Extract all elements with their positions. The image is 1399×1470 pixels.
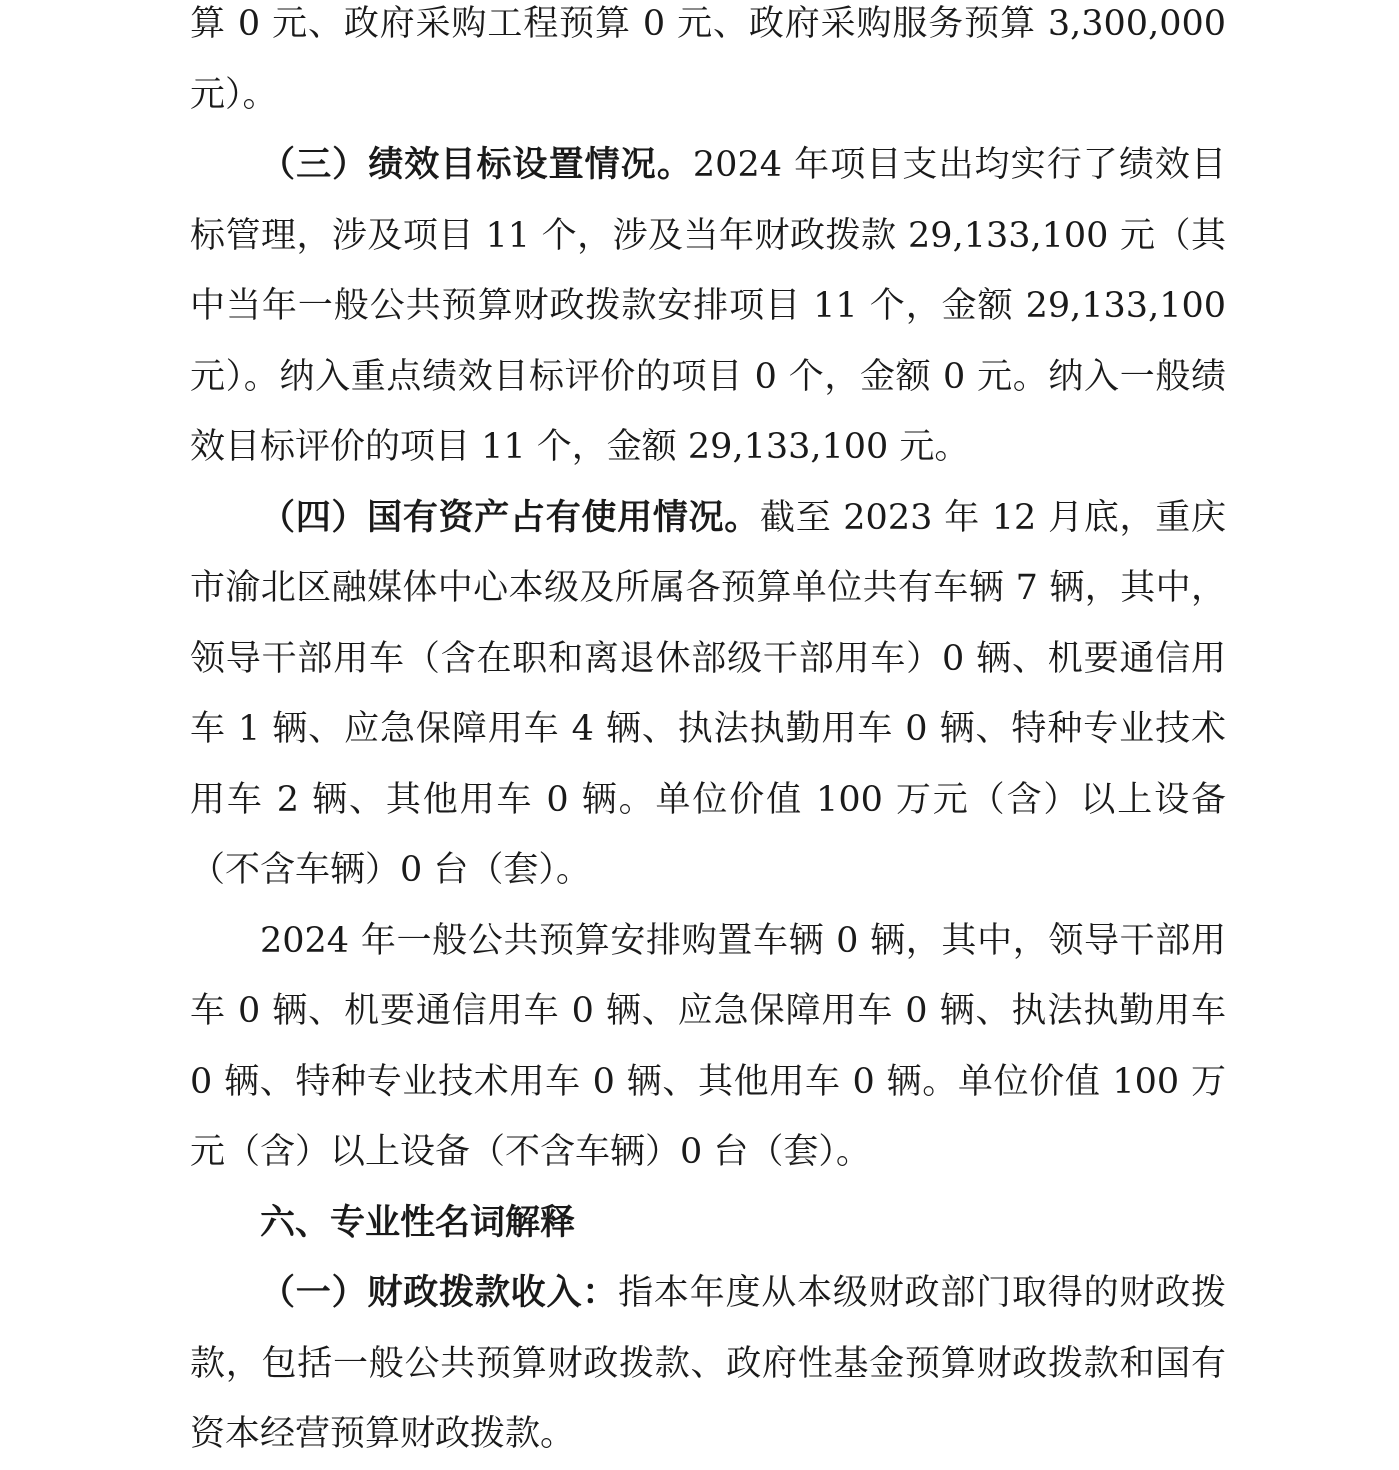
paragraph-procurement-tail: 算 0 元、政府采购工程预算 0 元、政府采购服务预算 3,300,000元）。 (190, 4, 1226, 115)
section-title-glossary: 六、专业性名词解释 (260, 1202, 576, 1243)
section-heading-assets: （四）国有资产占有使用情况。 (260, 496, 761, 538)
document-page (190, 0, 1226, 1470)
paragraph-vehicle-purchase: 2024 年一般公共预算安排购置车辆 0 辆，其中，领导干部用车 0 辆、机要通信用车 0 辆、应急保障用车 0 辆、执法执勤用车 0 辆、特种专业技术用车 0 辆、其他用车 0 辆。单位价值 100 万元（含）以上设备（不含车辆）0 台（套）。 (190, 920, 1226, 1172)
term-fiscal-income: （一）财政拨款收入： (260, 1272, 619, 1313)
paragraph-assets-body: 截至 2023 年 12 月底，重庆市渝北区融媒体中心本级及所属各预算单位共有车辆 7 辆，其中，领导干部用车（含在职和离退休部级干部用车）0 辆、机要通信用车 1 辆、应急保障用车 4 辆、执法执勤用车 0 辆、特种专业技术用车 2 辆、其他用车 0 辆。单位价值 100 万元（含）以上设备（不含车辆）0 台（套）。 (190, 497, 1226, 890)
paragraph-state-assets (190, 483, 1226, 906)
paragraph-performance-targets (190, 130, 1226, 483)
paragraph-fiscal-income (190, 1258, 1226, 1470)
definition-fiscal-income: 指本年度从本级财政部门取得的财政拨款，包括一般公共预算财政拨款、政府性基金预算财政拨款和国有资本经营预算财政拨款。 (190, 1273, 1226, 1454)
section-heading-performance: （三）绩效目标设置情况。 (260, 144, 693, 185)
paragraph-performance-body: 2024 年项目支出均实行了绩效目标管理，涉及项目 11 个，涉及当年财政拨款 29,133,100 元（其中当年一般公共预算财政拨款安排项目 11 个，金额 29,133,100 元）。纳入重点绩效目标评价的项目 0 个，金额 0 元。纳入一般绩效目标评价的项目 11 个，金额 29,133,100 元。 (190, 145, 1226, 467)
